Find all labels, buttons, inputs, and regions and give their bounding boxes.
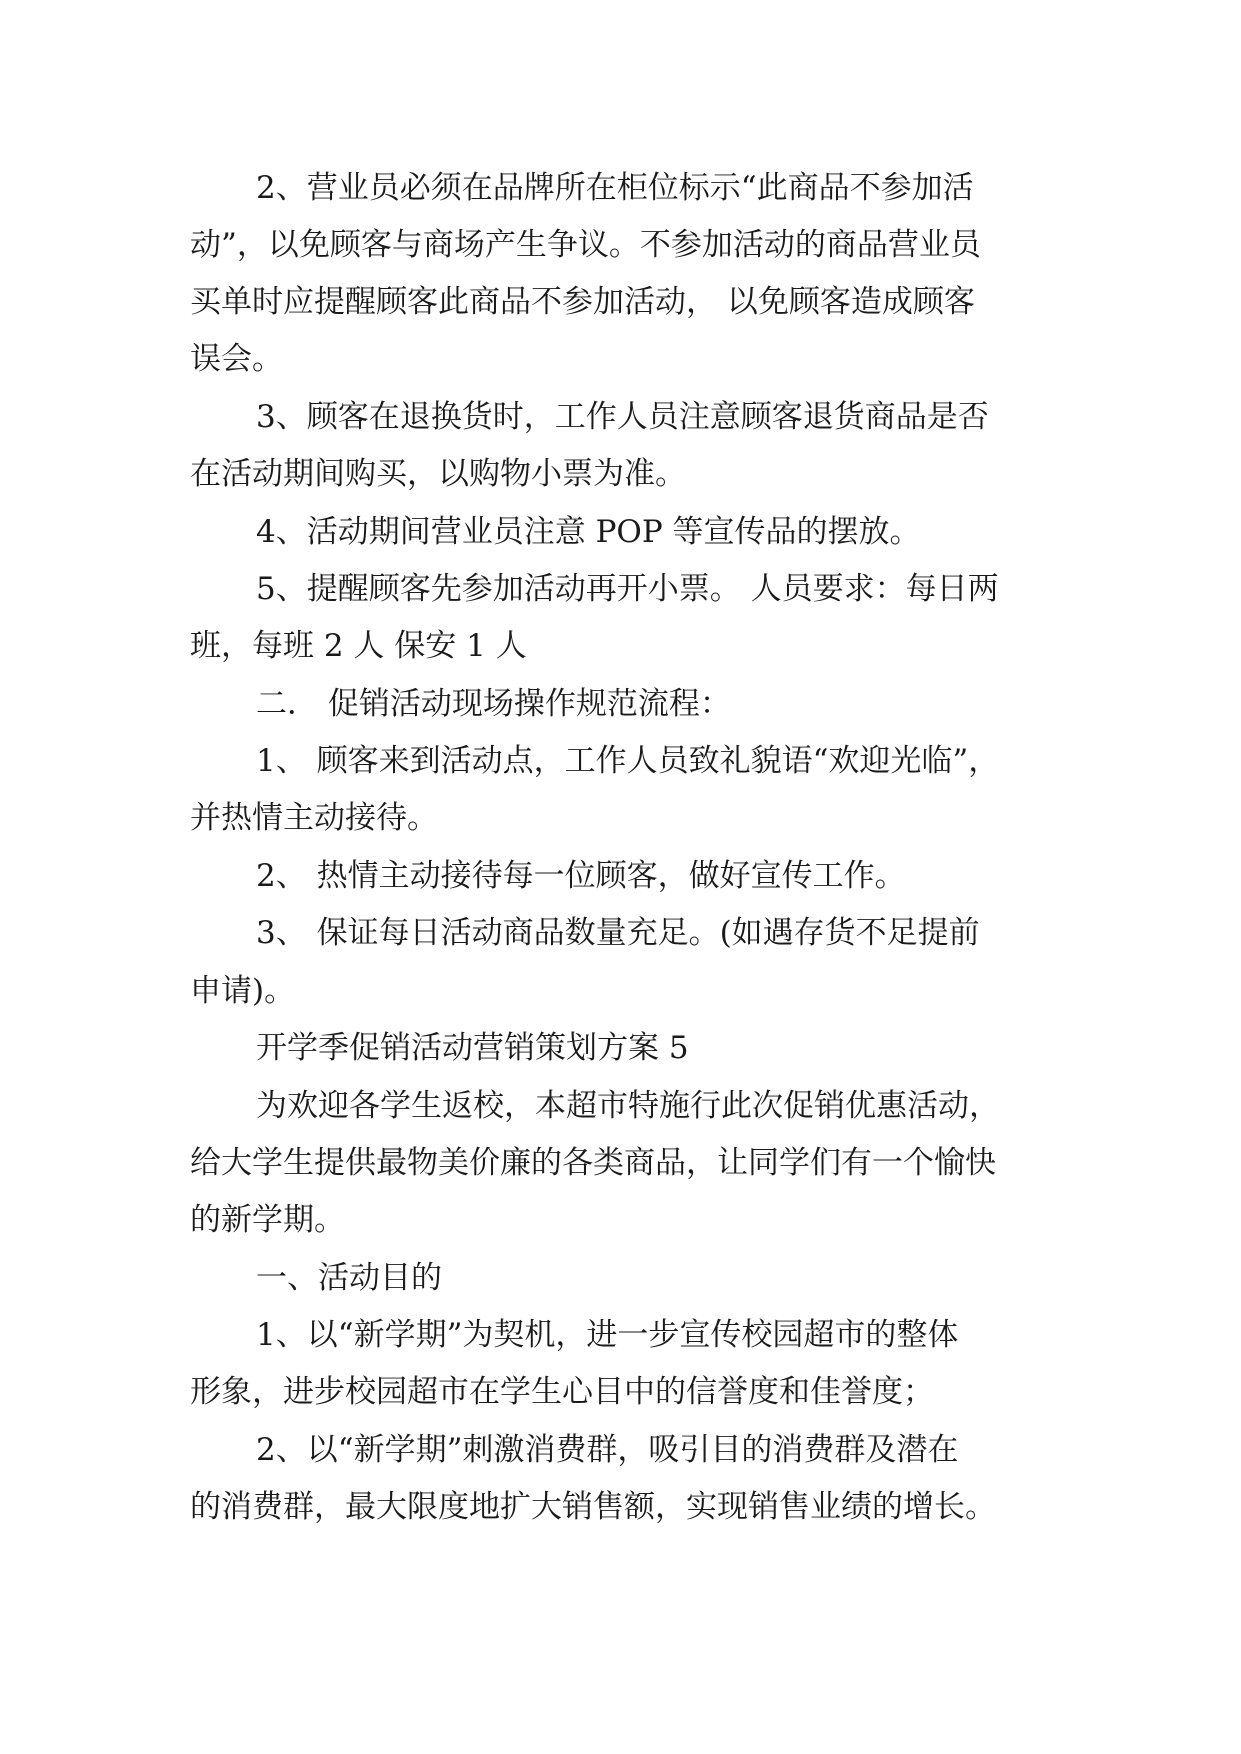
text-line: 2、 热情主动接待每一位顾客，做好宣传工作。	[256, 858, 906, 894]
text-line: 为欢迎各学生返校，本超市特施行此次促销优惠活动，	[256, 1088, 1000, 1124]
section-heading: 一、活动目的	[256, 1260, 442, 1296]
text-line: 5、提醒顾客先参加活动再开小票。 人员要求：每日两	[256, 571, 999, 607]
text-line: 2、以“新学期”刺激消费群，吸引目的消费群及潜在	[256, 1432, 959, 1468]
text-line: 3、 保证每日活动商品数量充足。(如遇存货不足提前	[256, 915, 980, 951]
text-line: 班，每班 2 人 保安 1 人	[190, 628, 527, 664]
text-line: 误会。	[190, 341, 283, 377]
text-line: 的消费群，最大限度地扩大销售额，实现销售业绩的增长。	[190, 1489, 996, 1525]
text-line: 的新学期。	[190, 1202, 345, 1238]
text-line: 动”，以免顾客与商场产生争议。不参加活动的商品营业员	[190, 227, 981, 263]
text-line: 给大学生提供最物美价廉的各类商品，让同学们有一个愉快	[190, 1145, 996, 1181]
text-line: 并热情主动接待。	[190, 800, 438, 836]
text-line: 2、营业员必须在品牌所在柜位标示“此商品不参加活	[256, 170, 974, 206]
text-line: 3、顾客在退换货时，工作人员注意顾客退货商品是否	[256, 399, 989, 435]
text-line: 在活动期间购买，以购物小票为准。	[190, 456, 686, 492]
text-line: 买单时应提醒顾客此商品不参加活动， 以免顾客造成顾客	[190, 284, 975, 320]
text-line: 二． 促销活动现场操作规范流程：	[256, 686, 731, 722]
section-title: 开学季促销活动营销策划方案 5	[256, 1030, 689, 1066]
text-line: 申请)。	[190, 973, 296, 1009]
text-line: 1、以“新学期”为契机，进一步宣传校园超市的整体	[256, 1317, 959, 1353]
text-line: 形象，进步校园超市在学生心目中的信誉度和佳誉度；	[190, 1374, 934, 1410]
text-line: 1、 顾客来到活动点，工作人员致礼貌语“欢迎光临”，	[256, 743, 1000, 779]
text-line: 4、活动期间营业员注意 POP 等宣传品的摆放。	[256, 514, 921, 550]
